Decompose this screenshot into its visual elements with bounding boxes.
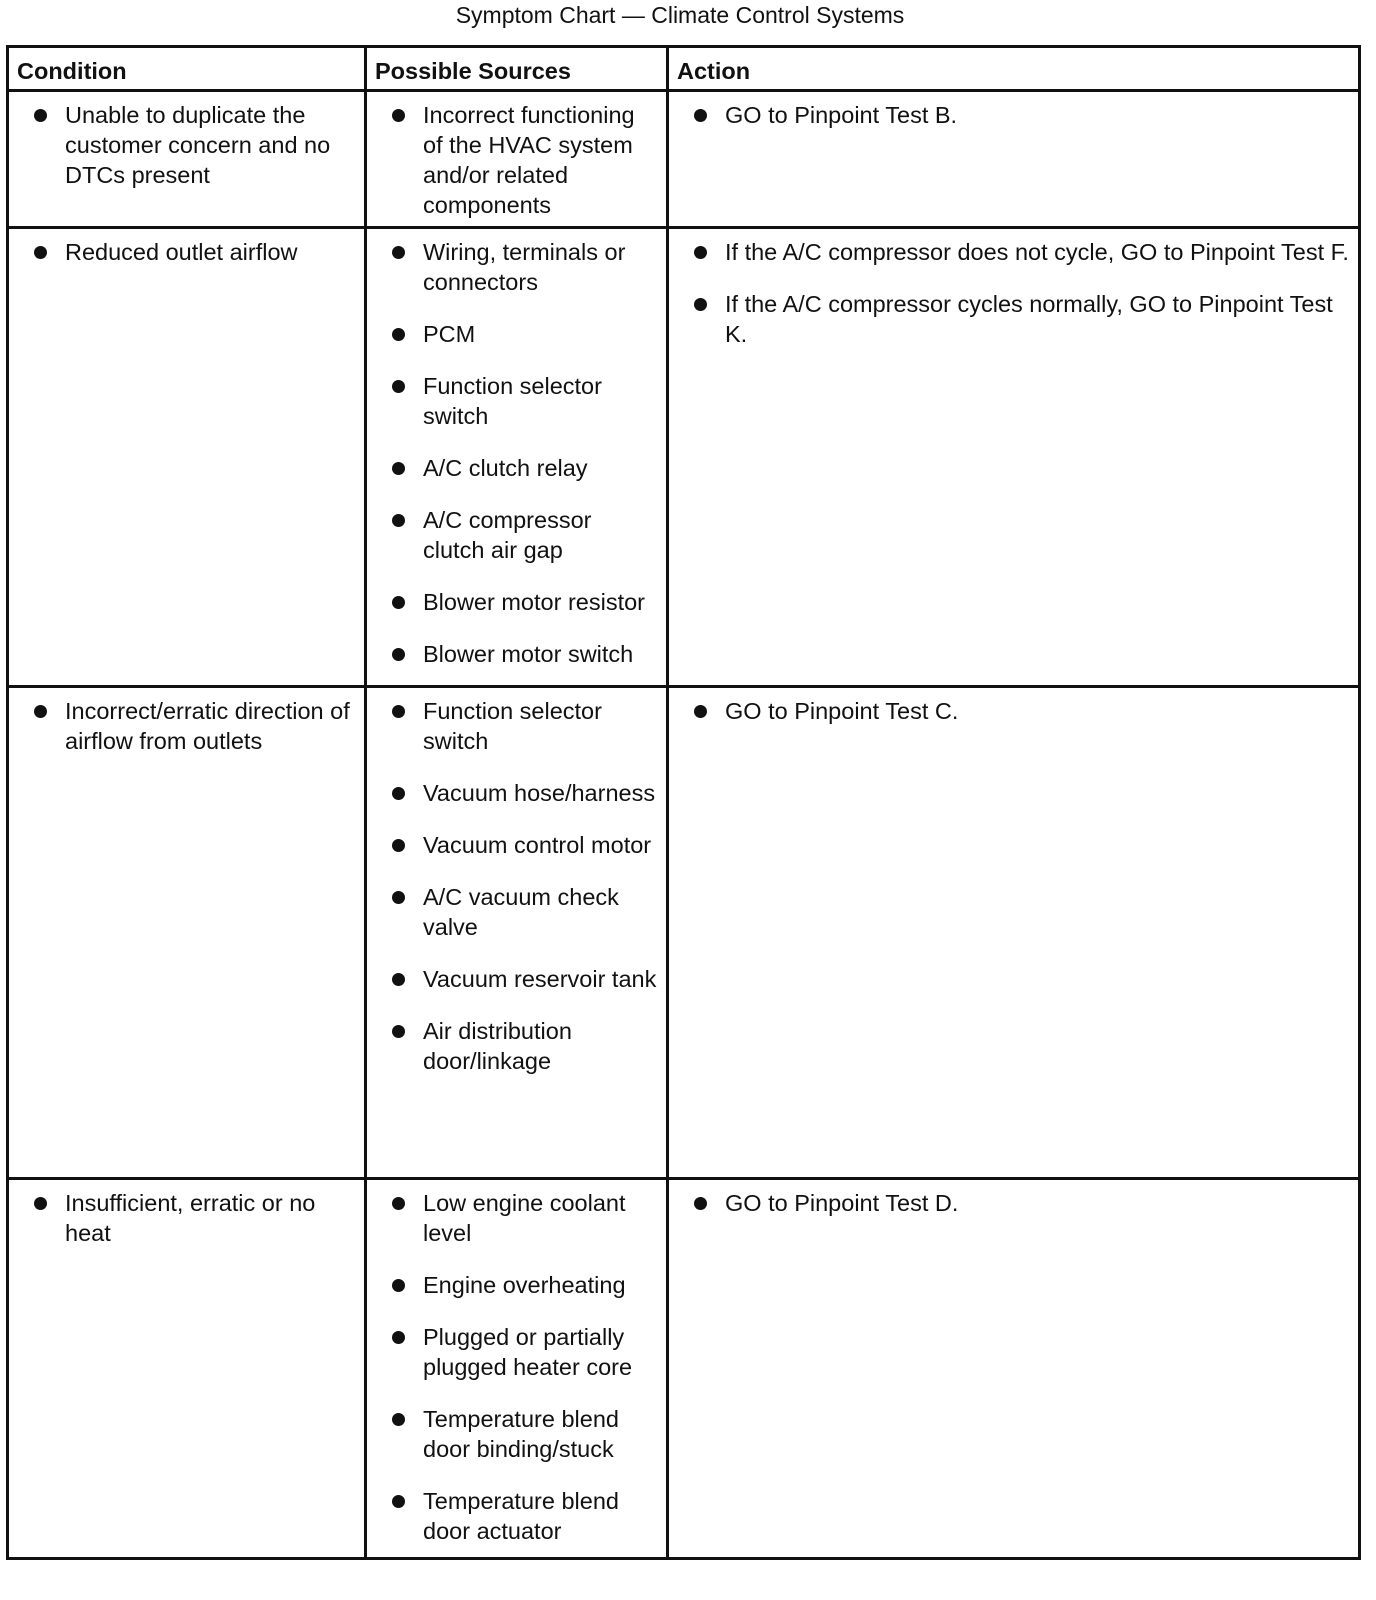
list-item — [669, 237, 1350, 267]
bullet-icon — [694, 246, 707, 259]
list-item — [367, 1188, 658, 1248]
condition-cell — [8, 91, 366, 228]
possible-sources-cell — [366, 91, 668, 228]
list-item — [9, 1188, 356, 1248]
table-body — [8, 91, 1360, 1559]
list-item — [367, 964, 658, 994]
list-item — [367, 453, 658, 483]
list-item — [669, 289, 1350, 349]
list-item — [9, 100, 356, 190]
bullet-icon — [392, 891, 405, 904]
bullet-icon — [392, 1495, 405, 1508]
source-item-text: Function selector switch — [423, 373, 602, 429]
possible-sources-header: Possible Sources — [366, 47, 668, 91]
bullet-icon — [392, 1025, 405, 1038]
possible-sources-cell — [366, 228, 668, 687]
action-item-text: GO to Pinpoint Test C. — [725, 698, 959, 724]
condition-item-text: Insufficient, erratic or no heat — [65, 1190, 316, 1246]
list-item — [9, 237, 356, 267]
bullet-icon — [34, 1197, 47, 1210]
bullet-icon — [694, 705, 707, 718]
bullet-list — [669, 1188, 1350, 1218]
source-item-text: Engine overheating — [423, 1272, 626, 1298]
bullet-icon — [694, 1197, 707, 1210]
action-item-text: GO to Pinpoint Test D. — [725, 1190, 959, 1216]
source-item-text: A/C vacuum check valve — [423, 884, 619, 940]
bullet-icon — [392, 596, 405, 609]
condition-cell — [8, 228, 366, 687]
list-item — [669, 100, 1350, 130]
possible-sources-cell — [366, 687, 668, 1179]
list-item — [367, 882, 658, 942]
action-cell — [668, 1179, 1360, 1559]
condition-item-text: Unable to duplicate the customer concern and no DTCs present — [65, 102, 331, 188]
table-row — [8, 687, 1360, 1179]
chart-title: Symptom Chart — Climate Control Systems — [455, 2, 905, 28]
bullet-icon — [392, 462, 405, 475]
source-item-text: Blower motor switch — [423, 641, 634, 667]
list-item — [367, 830, 658, 860]
bullet-list — [9, 1188, 356, 1248]
bullet-list — [367, 1188, 658, 1546]
bullet-icon — [392, 1413, 405, 1426]
action-cell — [668, 687, 1360, 1179]
list-item — [367, 319, 658, 349]
list-item — [669, 696, 1350, 726]
bullet-list — [367, 696, 658, 1076]
condition-header: Condition — [8, 47, 366, 91]
list-item — [367, 587, 658, 617]
list-item — [9, 696, 356, 756]
bullet-icon — [392, 839, 405, 852]
bullet-list — [9, 696, 356, 756]
bullet-list — [367, 237, 658, 669]
source-item-text: Incorrect functioning of the HVAC system and/or related components — [423, 102, 635, 218]
list-item — [367, 696, 658, 756]
bullet-icon — [392, 514, 405, 527]
bullet-icon — [392, 1197, 405, 1210]
bullet-list — [669, 100, 1350, 130]
list-item — [367, 1016, 658, 1076]
condition-cell — [8, 687, 366, 1179]
bullet-icon — [392, 246, 405, 259]
source-item-text: Vacuum reservoir tank — [423, 966, 657, 992]
bullet-icon — [392, 1279, 405, 1292]
action-cell — [668, 228, 1360, 687]
condition-cell — [8, 1179, 366, 1559]
list-item — [367, 371, 658, 431]
source-item-text: Function selector switch — [423, 698, 602, 754]
source-item-text: Plugged or partially plugged heater core — [423, 1324, 633, 1380]
action-cell — [668, 91, 1360, 228]
bullet-icon — [694, 109, 707, 122]
bullet-list — [669, 696, 1350, 726]
bullet-icon — [392, 328, 405, 341]
list-item — [367, 1404, 658, 1464]
bullet-icon — [392, 109, 405, 122]
bullet-icon — [34, 705, 47, 718]
bullet-icon — [34, 109, 47, 122]
source-item-text: A/C compressor clutch air gap — [423, 507, 592, 563]
bullet-icon — [694, 298, 707, 311]
source-item-text: Vacuum control motor — [423, 832, 652, 858]
source-item-text: Temperature blend door actuator — [423, 1488, 619, 1544]
list-item — [367, 639, 658, 669]
source-item-text: A/C clutch relay — [423, 455, 588, 481]
list-item — [669, 1188, 1350, 1218]
action-item-text: GO to Pinpoint Test B. — [725, 102, 958, 128]
source-item-text: Low engine coolant level — [423, 1190, 626, 1246]
bullet-icon — [392, 973, 405, 986]
bullet-icon — [392, 787, 405, 800]
action-header: Action — [668, 47, 1360, 91]
condition-item-text: Incorrect/erratic direction of airflow from outlets — [65, 698, 350, 754]
header-row — [8, 47, 1360, 91]
list-item — [367, 1270, 658, 1300]
list-item — [367, 1486, 658, 1546]
list-item — [367, 505, 658, 565]
list-item — [367, 778, 658, 808]
action-item-text: If the A/C compressor cycles normally, GO to Pinpoint Test K. — [725, 291, 1333, 347]
list-item — [367, 1322, 658, 1382]
source-item-text: Wiring, terminals or connectors — [423, 239, 626, 295]
condition-item-text: Reduced outlet airflow — [65, 239, 298, 265]
bullet-list — [9, 100, 356, 190]
source-item-text: Vacuum hose/harness — [423, 780, 656, 806]
list-item — [367, 100, 658, 220]
action-item-text: If the A/C compressor does not cycle, GO to Pinpoint Test F. — [725, 239, 1349, 265]
bullet-icon — [34, 246, 47, 259]
table-row — [8, 228, 1360, 687]
bullet-icon — [392, 380, 405, 393]
source-item-text: Air distribution door/linkage — [423, 1018, 572, 1074]
bullet-icon — [392, 705, 405, 718]
table-row — [8, 1179, 1360, 1559]
possible-sources-cell — [366, 1179, 668, 1559]
bullet-list — [9, 237, 356, 267]
symptom-chart-table — [6, 45, 1361, 1560]
source-item-text: Temperature blend door binding/stuck — [423, 1406, 619, 1462]
bullet-list — [367, 100, 658, 220]
table-row — [8, 91, 1360, 228]
source-item-text: Blower motor resistor — [423, 589, 645, 615]
bullet-list — [669, 237, 1350, 349]
bullet-icon — [392, 648, 405, 661]
bullet-icon — [392, 1331, 405, 1344]
source-item-text: PCM — [423, 321, 476, 347]
list-item — [367, 237, 658, 297]
